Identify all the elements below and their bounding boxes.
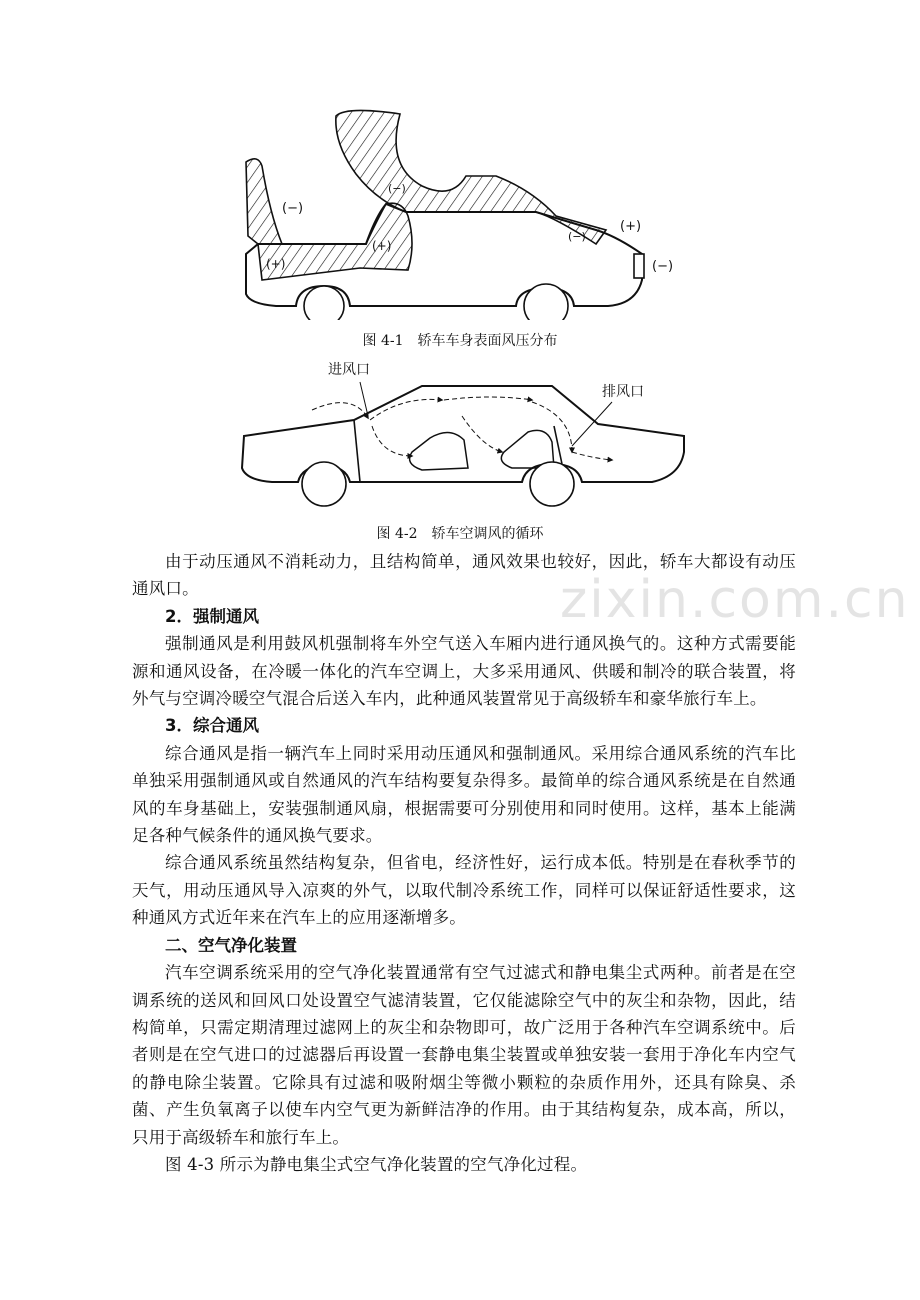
figure-caption: 图 4-2 轿车空调风的循环 — [376, 526, 544, 542]
paragraph: 综合通风是指一辆汽车上同时采用动压通风和强制通风。采用综合通风系统的汽车比单独采用强制通风或自然通风的汽车结构要复杂得多。最简单的综合通风系统是在自然通风的车身基础上，安装强制通风扇，根据需要可分别使用和同时使用。这样，基本上能满足各种气候条件的通风换气要求。 — [132, 743, 796, 846]
figure-pressure-distribution — [236, 104, 676, 320]
pressure-label: (−) — [388, 182, 406, 195]
figure-caption: 图 4-1 轿车车身表面风压分布 — [362, 333, 558, 349]
section-heading: 3．综合通风 — [165, 716, 259, 736]
outlet-label: 排风口 — [602, 384, 644, 400]
pressure-label: (−) — [568, 230, 586, 243]
section-heading: 二、空气净化装置 — [165, 935, 297, 955]
paragraph: 汽车空调系统采用的空气净化装置通常有空气过滤式和静电集尘式两种。前者是在空调系统的送风和回风口处设置空气滤清装置，它仅能滤除空气中的灰尘和杂物，因此，结构简单，只需定期清理过滤网上的灰尘和杂物即可，故广泛用于各种汽车空调系统中。后者则是在空气进口的过滤器后再设置一套静电集尘装置或单独安装一套用于净化车内空气的静电除尘装置。它除具有过滤和吸附烟尘等微小颗粒的杂质作用外，还具有除臭、杀菌、产生负氧离子以使车内空气更为新鲜洁净的作用。由于其结构复杂，成本高，所以，只用于高级轿车和旅行车上。 — [132, 963, 796, 1147]
pressure-label: (+) — [266, 257, 286, 271]
watermark: zixin.com.cn — [560, 570, 910, 630]
inlet-label: 进风口 — [328, 362, 370, 378]
pressure-label: (−) — [652, 259, 674, 274]
section-heading: 2．强制通风 — [165, 606, 259, 626]
body-text — [132, 548, 796, 1178]
pressure-label: (+) — [372, 239, 392, 253]
paragraph: 强制通风是利用鼓风机强制将车外空气送入车厢内进行通风换气的。这种方式需要能源和通风设备，在冷暖一体化的汽车空调上，大多采用通风、供暖和制冷的联合装置，将外气与空调冷暖空气混合后送入车内，此种通风装置常见于高级轿车和豪华旅行车上。 — [132, 634, 796, 709]
paragraph: 综合通风系统虽然结构复杂，但省电，经济性好，运行成本低。特别是在春秋季节的天气，用动压通风导入凉爽的外气，以取代制冷系统工作，同样可以保证舒适性要求，这种通风方式近年来在汽车上的应用逐渐增多。 — [132, 853, 796, 928]
pressure-label: (−) — [282, 201, 304, 216]
paragraph: 图 4-3 所示为静电集尘式空气净化装置的空气净化过程。 — [165, 1154, 588, 1174]
figure-airflow-circulation — [232, 356, 692, 516]
paragraph: 由于动压通风不消耗动力，且结构简单，通风效果也较好，因此，轿车大都设有动压通风口。 — [132, 552, 796, 599]
pressure-label: (+) — [620, 219, 642, 234]
